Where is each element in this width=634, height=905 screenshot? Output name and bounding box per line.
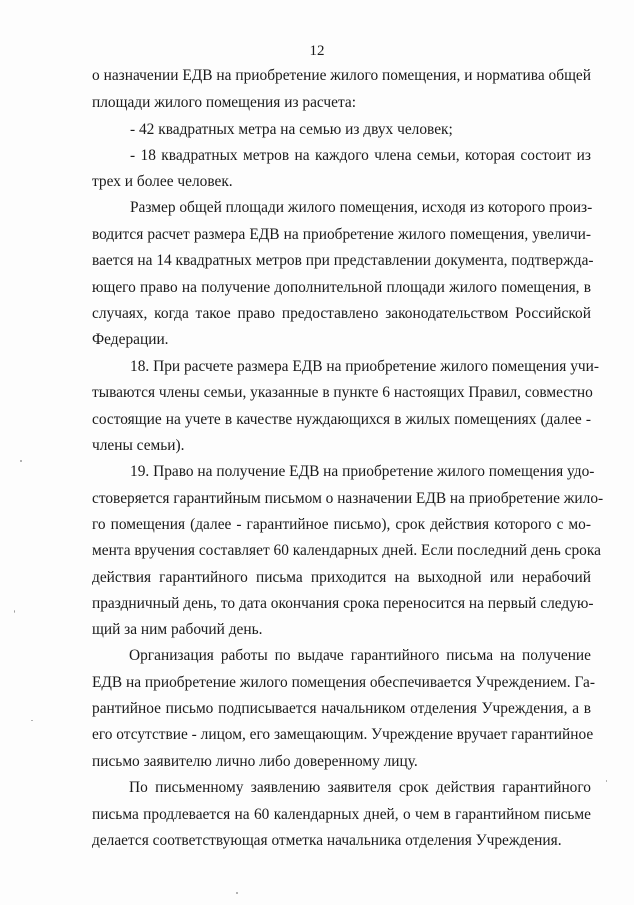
text-line: рантийное письмо подписывается начальником отделения Учреждения, а в bbox=[92, 700, 591, 717]
text-line: ЕДВ на приобретение жилого помещения обеспечивается Учреждением. Га- bbox=[92, 674, 595, 691]
text-line: его отсутствие - лицом, его замещающим. Учреждение вручает гарантийное bbox=[92, 726, 594, 743]
scan-speck bbox=[14, 610, 15, 613]
text-line: 19. Право на получение ЕДВ на приобретение жилого помещения удо- bbox=[130, 463, 595, 480]
text-line: состоящие на учете в качестве нуждающихся в жилых помещениях (далее - bbox=[92, 411, 591, 428]
text-line: Организация работы по выдаче гарантийного письма на получение bbox=[129, 647, 591, 664]
text-line: - 42 квадратных метра на семью из двух человек; bbox=[130, 121, 453, 138]
text-line: действия гарантийного письма приходится на выходной или нерабочий bbox=[92, 569, 591, 586]
text-line: мента вручения составляет 60 календарных дней. Если последний день срока bbox=[92, 542, 601, 559]
page-number: 12 bbox=[309, 43, 325, 59]
scan-speck bbox=[606, 780, 607, 782]
text-line: тываются члены семьи, указанные в пункте 6 настоящих Правил, совместно bbox=[92, 384, 593, 401]
text-line: стоверяется гарантийным письмом о назначении ЕДВ на приобретение жило- bbox=[92, 490, 604, 507]
text-line: вается на 14 квадратных метров при представлении документа, подтвержда- bbox=[92, 252, 594, 269]
scan-speck bbox=[31, 720, 33, 721]
text-line: письмо заявителю лично либо доверенному лицу. bbox=[92, 753, 418, 770]
scan-speck bbox=[20, 460, 22, 462]
text-line: праздничный день, то дата окончания срока переносится на первый следую- bbox=[92, 595, 594, 612]
text-line: - 18 квадратных метров на каждого члена семьи, которая состоит из bbox=[130, 147, 591, 164]
text-line: Размер общей площади жилого помещения, исходя из которого произ- bbox=[130, 199, 593, 216]
text-line: щий за ним рабочий день. bbox=[92, 621, 263, 638]
scan-speck bbox=[236, 892, 238, 894]
text-line: трех и более человек. bbox=[92, 173, 233, 190]
text-line: делается соответствующая отметка начальника отделения Учреждения. bbox=[92, 832, 562, 849]
text-line: водится расчет размера ЕДВ на приобретение жилого помещения, увеличи- bbox=[92, 226, 591, 243]
text-line: о назначении ЕДВ на приобретение жилого помещения, и норматива общей bbox=[92, 67, 591, 84]
text-line: ющего право на получение дополнительной площади жилого помещения, в bbox=[92, 279, 591, 296]
text-line: 18. При расчете размера ЕДВ на приобретение жилого помещения учи- bbox=[130, 358, 600, 375]
text-line: случаях, когда такое право предоставлено законодательством Российской bbox=[92, 305, 591, 322]
text-line: По письменному заявлению заявителя срок действия гарантийного bbox=[129, 779, 591, 796]
text-line: го помещения (далее - гарантийное письмо), срок действия которого с мо- bbox=[92, 516, 591, 533]
text-line: члены семьи). bbox=[92, 437, 185, 454]
text-line: площади жилого помещения из расчета: bbox=[92, 94, 357, 111]
text-line: письма продлевается на 60 календарных дней, о чем в гарантийном письме bbox=[92, 806, 591, 823]
text-line: Федерации. bbox=[92, 331, 169, 348]
